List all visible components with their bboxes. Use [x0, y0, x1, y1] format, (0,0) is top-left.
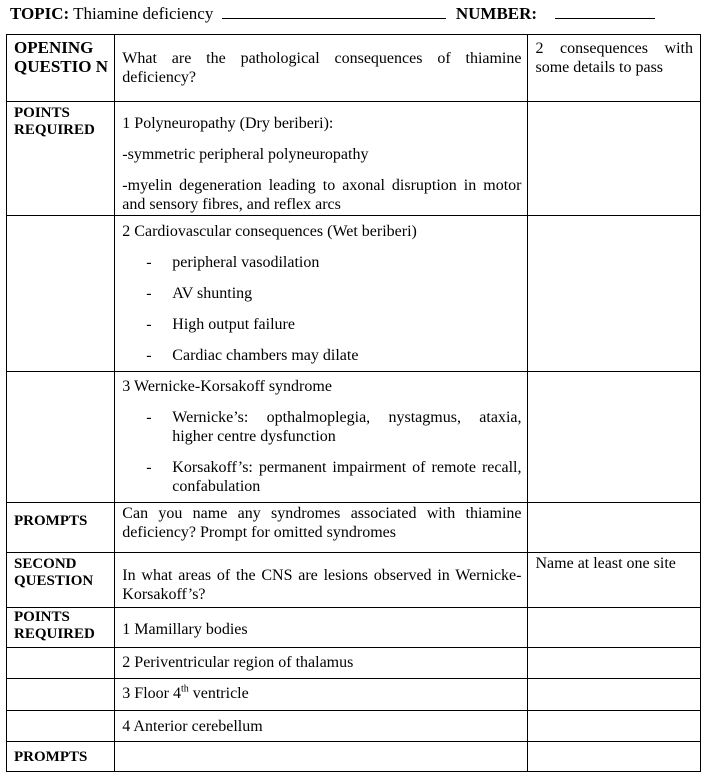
- points-1-cell: [115, 102, 528, 216]
- point-item: [122, 458, 521, 496]
- empty-cell: [528, 372, 701, 503]
- point-item: 1 Mamillary bodies: [115, 608, 528, 648]
- number-label: NUMBER:: [455, 4, 538, 23]
- point-item-text: AV shunting: [172, 285, 253, 302]
- empty-cell: [528, 648, 701, 679]
- point-item: [122, 346, 521, 365]
- opening-question-note: 2 consequences with some details to pass: [528, 35, 701, 102]
- empty-cell: [528, 503, 701, 553]
- dash-bullet: -: [146, 347, 152, 364]
- table-row-points-b-3: [7, 679, 701, 711]
- opening-question-text: What are the pathological consequences of thiamine deficiency?: [115, 35, 528, 102]
- floor-text-pre: 3 Floor 4: [122, 685, 181, 702]
- points-required-label: POINTS REQUIRED: [7, 608, 115, 648]
- table-row-points-b-1: [7, 608, 701, 648]
- point-title: 3 Wernicke-Korsakoff syndrome: [122, 378, 332, 395]
- second-question-text: In what areas of the CNS are lesions observed in Wernicke-Korsakoff’s?: [115, 553, 528, 608]
- table-row-points-2: [7, 216, 701, 372]
- table-row-prompts-1: [7, 503, 701, 553]
- empty-cell: [528, 679, 701, 711]
- dash-bullet: -: [146, 409, 152, 426]
- topic-blank-line[interactable]: [222, 4, 446, 19]
- table-row-prompts-2: [7, 742, 701, 772]
- points-2-cell: [115, 216, 528, 372]
- table-row-points-3: [7, 372, 701, 503]
- question-table: [6, 34, 701, 772]
- point-item: -symmetric peripheral polyneuropathy: [122, 146, 369, 163]
- empty-cell: [528, 216, 701, 372]
- prompts-label: PROMPTS: [7, 742, 115, 772]
- point-item: [115, 679, 528, 711]
- table-row-opening: [7, 35, 701, 102]
- dash-bullet: -: [146, 459, 152, 476]
- point-item: 2 Periventricular region of thalamus: [115, 648, 528, 679]
- point-item: [122, 284, 521, 303]
- empty-cell: [528, 742, 701, 772]
- second-question-label: SECOND QUESTION: [7, 553, 115, 608]
- point-item-text: Cardiac chambers may dilate: [172, 347, 359, 364]
- empty-cell: [528, 608, 701, 648]
- floor-text-sup: th: [180, 683, 189, 695]
- empty-cell: [7, 679, 115, 711]
- point-item-text: Korsakoff’s: permanent impairment of remote recall, confabulation: [172, 459, 522, 495]
- opening-question-label: OPENING QUESTIO N: [7, 35, 115, 102]
- empty-cell: [115, 742, 528, 772]
- prompts-text: Can you name any syndromes associated with thiamine deficiency? Prompt for omitted syndromes: [115, 503, 528, 553]
- point-item-text: peripheral vasodilation: [172, 254, 320, 271]
- point-item: [122, 408, 521, 446]
- point-title: 1 Polyneuropathy (Dry beriberi):: [122, 115, 334, 132]
- dash-bullet: -: [146, 285, 152, 302]
- point-item: [122, 315, 521, 334]
- floor-text-post: ventricle: [188, 685, 249, 702]
- empty-cell: [7, 648, 115, 679]
- header: [10, 4, 700, 30]
- dash-bullet: -: [146, 254, 152, 271]
- table-row-points-b-4: [7, 711, 701, 742]
- point-item: 4 Anterior cerebellum: [115, 711, 528, 742]
- prompts-label: PROMPTS: [7, 503, 115, 553]
- point-item: [122, 253, 521, 272]
- topic-value: Thiamine deficiency: [73, 4, 214, 23]
- empty-cell: [7, 216, 115, 372]
- second-question-note: Name at least one site: [528, 553, 701, 608]
- table-row-second: [7, 553, 701, 608]
- empty-cell: [7, 711, 115, 742]
- question-table-frame: [6, 34, 701, 771]
- empty-cell: [528, 711, 701, 742]
- number-blank-line[interactable]: [555, 4, 655, 19]
- dash-bullet: -: [146, 316, 152, 333]
- table-row-points-1: [7, 102, 701, 216]
- topic-label: TOPIC:: [10, 4, 70, 23]
- point-item-text: Wernicke’s: opthalmoplegia, nystagmus, ataxia, higher centre dysfunction: [172, 409, 522, 445]
- empty-cell: [7, 372, 115, 503]
- table-row-points-b-2: [7, 648, 701, 679]
- empty-cell: [528, 102, 701, 216]
- point-item-text: High output failure: [172, 316, 295, 333]
- points-required-label: POINTS REQUIRED: [7, 102, 115, 216]
- point-item: -myelin degeneration leading to axonal disruption in motor and sensory fibres, and reflex arcs: [122, 177, 522, 213]
- point-title: 2 Cardiovascular consequences (Wet beriberi): [122, 223, 417, 240]
- points-3-cell: [115, 372, 528, 503]
